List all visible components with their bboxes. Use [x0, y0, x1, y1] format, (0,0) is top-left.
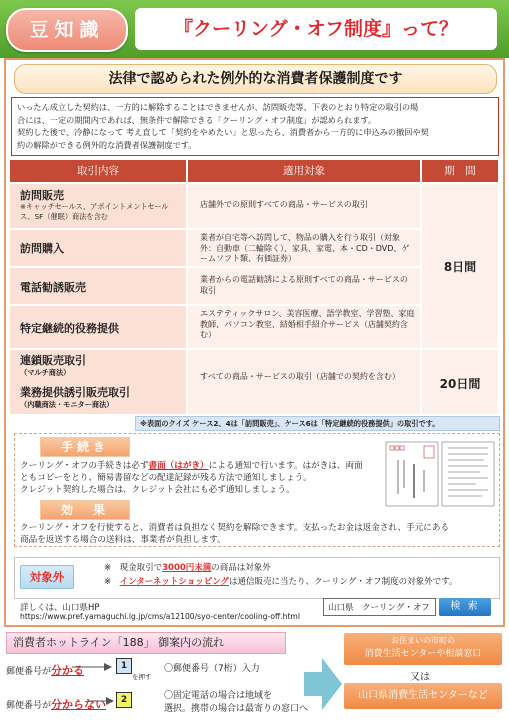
- service-note: （マルチ商法）: [20, 368, 71, 377]
- key-1-button: 1: [116, 658, 132, 674]
- destination-local-center: [344, 633, 502, 665]
- search-input[interactable]: 山口県 クーリング・オフ: [323, 598, 436, 616]
- target-text: 店舗外での原則すべての商品・サービスの取引: [200, 200, 368, 209]
- badge-label: 豆知識: [29, 19, 105, 41]
- destination-line: お住まいの市町の: [391, 636, 455, 645]
- quiz-note: [135, 416, 500, 431]
- page-title: 『クーリング・オフ制度』って？: [173, 18, 459, 40]
- key-2-button: 2: [116, 692, 132, 708]
- intro-line: いったん成立した契約は、一方的に解除することはできませんが、訪問販売等、下表のとおり特定の取引の場: [17, 102, 419, 112]
- subtitle-box: [14, 64, 497, 94]
- exclusion-text: ※ 現金取引で: [104, 563, 163, 573]
- target-text: すべての商品・サービスの取引（店舗での契約を含む）: [200, 372, 400, 381]
- or-label: 又は: [410, 672, 430, 683]
- arrow-right-icon: [72, 660, 112, 674]
- intro-line: 契約した後で、冷静になって 考え直して「契約をやめたい」と思ったら、消費者から一方的に申込みの撤回や契: [17, 127, 429, 137]
- service-name: 電話勧誘販売: [20, 281, 86, 294]
- exclusions-tag: [20, 565, 74, 589]
- intro-line: 合には、一定の期間内であれば、無条件で解除できる「クーリング・オフ制度」が認められます。: [17, 114, 377, 125]
- period-20-days: 20日間: [439, 377, 481, 391]
- target-text: エステティックサロン、美容医療、語学教室、学習塾、家庭教師、パソコン教室、結婚相手紹介サービス（店舗契約含む）: [200, 309, 415, 339]
- service-note: （内職商法・モニター商法）: [20, 400, 114, 409]
- details-label: 詳しくは、山口県HP: [20, 603, 100, 613]
- procedure-line: クレジット契約した場合は、クレジット会社にも必ず通知しましょう。: [20, 485, 295, 495]
- procedure-text: クーリング・オフの手続きは必ず: [20, 461, 149, 471]
- under-3000-yen-highlight: 3000円未満: [162, 563, 212, 573]
- procedure-tag: 手続き: [40, 437, 130, 457]
- table-header-target: 適用対象: [188, 160, 420, 182]
- table-header-period: 期 間: [422, 160, 498, 182]
- effect-tag: 効 果: [40, 500, 130, 520]
- service-name: 業務提供誘引販売取引: [20, 386, 130, 399]
- effect-line: クーリング・オフを行使すると、消費者は負担なく契約を解除できます。支払ったお金は返金され、手元にある: [20, 523, 450, 533]
- title-box: [135, 8, 497, 50]
- procedure-line: [20, 460, 363, 473]
- procedure-line: ともコピーをとり、簡易書留などの配達記録が残る方法で通知しましょう。: [20, 473, 312, 483]
- effect-line: 商品を返送する場合の送料は、事業者が負担します。: [20, 535, 226, 545]
- exclusion-text: ※: [104, 577, 120, 587]
- subtitle: 法律で認められた例外的な消費者保護制度です: [108, 71, 403, 87]
- row2-instruction: 選択。携帯の場合は最寄りの窓口へ: [164, 704, 309, 714]
- exclusions-tag-label: 対象外: [29, 570, 65, 584]
- big-arrow-icon: [304, 656, 342, 712]
- service-name: 特定継続的役務提供: [20, 322, 119, 335]
- target-text: 業者からの電話勧誘による原則すべての商品・サービスの取引: [200, 275, 408, 295]
- quiz-note-text: ※表面のクイズ ケース2、4は「訪問販売」、ケース6は「特定継続的役務提供」の取引です。: [140, 419, 440, 428]
- service-name: 訪問購入: [20, 242, 64, 255]
- row2-instruction: 〇固定電話の場合は地域を: [164, 691, 273, 701]
- hotline-title-box: [6, 632, 286, 654]
- intro-line: 約の解除ができる例外的な消費者保護制度です。: [17, 139, 197, 150]
- intro-box: [11, 97, 499, 156]
- details-url[interactable]: https://www.pref.yamaguchi.lg.jp/cms/a12100/syo-center/cooling-off.html: [20, 612, 300, 621]
- row1-instruction: 〇郵便番号（7桁）入力: [164, 664, 260, 674]
- procedure-text: による通知で行います。はがきは、両面: [208, 461, 363, 471]
- row2-label-text: 郵便番号が: [6, 701, 52, 711]
- exclusion-item: [104, 562, 271, 575]
- hotline-title: 消費者ホットライン「188」 御案内の流れ: [13, 636, 225, 649]
- internet-shopping-highlight: インターネットショッピング: [119, 577, 230, 587]
- exclusion-item: [104, 576, 457, 589]
- service-name: 連鎖販売取引: [20, 354, 86, 367]
- destination-line: 消費生活センターや相談窓口: [364, 649, 482, 659]
- postcard-illustration: [384, 440, 496, 508]
- push-label: を押す: [132, 673, 152, 681]
- arrow-right-icon: [88, 694, 114, 708]
- row1-label-highlight: 分かる: [51, 664, 85, 677]
- exclusion-text: は通信販売に当たり、クーリング・オフ制度の対象外です。: [229, 577, 458, 587]
- row2-label-highlight: 分からない: [51, 698, 107, 711]
- service-note: ※キャッチセールス、アポイントメントセールス、SF（催眠）商法を含む: [20, 202, 169, 221]
- written-notice-highlight: 書面（はがき）: [148, 461, 209, 471]
- trivia-badge: [6, 8, 128, 52]
- table-header-service: 取引内容: [10, 160, 186, 182]
- exclusion-text: の商品は対象外: [211, 563, 271, 573]
- target-text: 業者が自宅等へ訪問して、物品の購入を行う取引（対象外：自動車（二輪除く）、家具、家電、本・CD・DVD、ゲームソフト類、有価証券）: [200, 233, 410, 263]
- search-button[interactable]: 検 索: [439, 598, 491, 616]
- row1-label-text: 郵便番号が: [6, 667, 52, 677]
- period-8-days: 8日間: [443, 260, 477, 274]
- destination-prefecture-center: 山口県消費生活センターなど: [344, 683, 502, 709]
- service-name: 訪問販売: [20, 189, 64, 202]
